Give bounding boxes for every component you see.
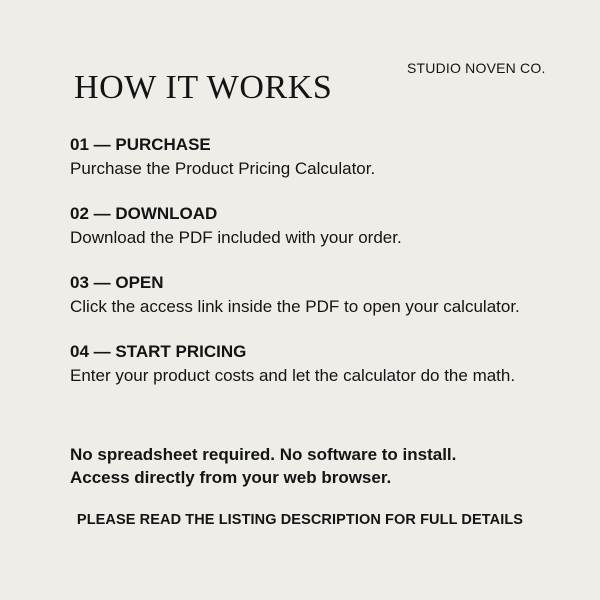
footer-notice: PLEASE READ THE LISTING DESCRIPTION FOR FULL DETAILS [76,512,524,528]
step-text: Download the PDF included with your order. [70,228,402,247]
step-open [70,271,530,318]
step-heading: 04 — START PRICING [70,342,247,361]
step-text: Click the access link inside the PDF to open your calculator. [70,297,520,316]
note-line-1: No spreadsheet required. No software to install. [70,445,457,464]
steps-list [70,133,530,387]
step-heading: 03 — OPEN [70,273,164,292]
requirements-note [70,443,540,489]
brand-name: STUDIO NOVEN CO. [407,60,546,76]
step-text: Enter your product costs and let the calculator do the math. [70,366,516,385]
step-heading: 01 — PURCHASE [70,135,211,154]
step-purchase [70,133,530,180]
page-title: HOW IT WORKS [74,69,333,106]
step-start-pricing [70,340,530,387]
step-text: Purchase the Product Pricing Calculator. [70,159,376,178]
note-line-2: Access directly from your web browser. [70,468,392,487]
step-heading: 02 — DOWNLOAD [70,204,218,223]
step-download [70,202,530,249]
